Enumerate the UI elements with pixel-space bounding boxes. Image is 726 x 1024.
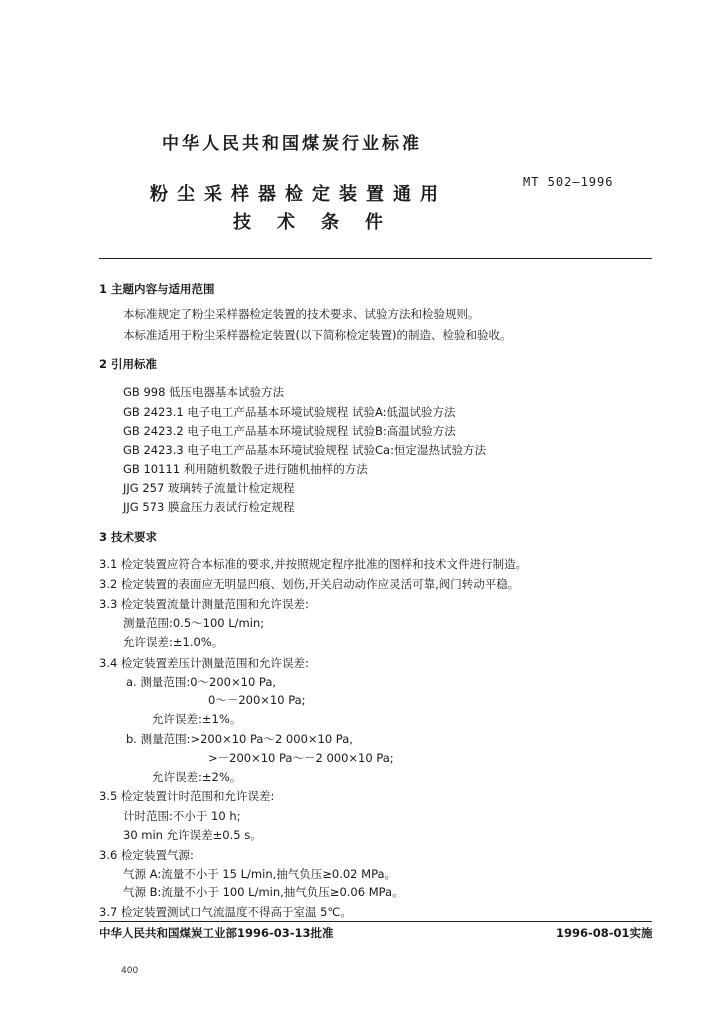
clause-3-3: 3.3 检定装置流量计测量范围和允许误差: (99, 597, 309, 611)
section-3-heading: 3 技术要求 (99, 530, 158, 544)
clause-3-4: 3.4 检定装置差压计测量范围和允许误差: (99, 656, 309, 670)
clause-3-5-range: 计时范围:不小于 10 h; (123, 809, 241, 823)
org-header: 中华人民共和国煤炭行业标准 (162, 134, 422, 154)
clause-3-4-a-range-neg: 0～－200×10 Pa; (208, 693, 306, 707)
ref-item: GB 10111 利用随机数骰子进行随机抽样的方法 (123, 462, 368, 476)
doc-title-line1: 粉尘采样器检定装置通用 (150, 184, 447, 205)
clause-3-4-b-range: b. 测量范围:>200×10 Pa～2 000×10 Pa, (126, 732, 353, 746)
clause-3-6: 3.6 检定装置气源: (99, 848, 194, 862)
approval-line: 中华人民共和国煤炭工业部1996-03-13批准 (99, 926, 334, 940)
doc-title-line2: 技术条件 (233, 212, 409, 233)
clause-3-5-error: 30 min 允许误差±0.5 s。 (123, 828, 262, 842)
clause-3-1: 3.1 检定装置应符合本标准的要求,并按照规定程序批准的图样和技术文件进行制造。 (99, 557, 528, 571)
clause-3-6-source-a: 气源 A:流量不小于 15 L/min,抽气负压≥0.02 MPa。 (123, 867, 397, 881)
page-number: 400 (121, 966, 139, 976)
clause-3-4-b-error: 允许误差:±2%。 (152, 770, 242, 784)
ref-item: JJG 573 膜盒压力表试行检定规程 (123, 500, 295, 514)
ref-item: GB 2423.3 电子电工产品基本环境试验规程 试验Ca:恒定湿热试验方法 (123, 443, 486, 457)
clause-3-7: 3.7 检定装置测试口气流温度不得高于室温 5℃。 (99, 905, 352, 919)
clause-3-5: 3.5 检定装置计时范围和允许误差: (99, 789, 275, 803)
ref-item: GB 2423.2 电子电工产品基本环境试验规程 试验B:高温试验方法 (123, 424, 456, 438)
section-1-para-2: 本标准适用于粉尘采样器检定装置(以下简称检定装置)的制造、检验和验收。 (123, 328, 512, 342)
implementation-date: 1996-08-01实施 (556, 926, 653, 940)
clause-3-2: 3.2 检定装置的表面应无明显凹痕、划伤,开关启动动作应灵活可靠,阀门转动平稳。 (99, 577, 520, 591)
section-2-heading: 2 引用标准 (99, 357, 158, 371)
ref-item: JJG 257 玻璃转子流量计检定规程 (123, 481, 295, 495)
ref-item: GB 998 低压电器基本试验方法 (123, 385, 285, 399)
standard-number: MT 502—1996 (523, 175, 614, 189)
clause-3-4-b-range-neg: >－200×10 Pa～－2 000×10 Pa; (208, 751, 394, 765)
clause-3-4-a-range: a. 测量范围:0～200×10 Pa, (126, 675, 277, 689)
section-1-heading: 1 主题内容与适用范围 (99, 282, 215, 296)
footer-rule (99, 921, 652, 922)
clause-3-4-a-error: 允许误差:±1%。 (152, 712, 242, 726)
clause-3-3-range: 测量范围:0.5～100 L/min; (123, 616, 265, 630)
clause-3-6-source-b: 气源 B:流量不小于 100 L/min,抽气负压≥0.06 MPa。 (123, 885, 404, 899)
clause-3-3-error: 允许误差:±1.0%。 (123, 635, 224, 649)
header-rule (99, 258, 652, 259)
ref-item: GB 2423.1 电子电工产品基本环境试验规程 试验A:低温试验方法 (123, 405, 456, 419)
section-1-para-1: 本标准规定了粉尘采样器检定装置的技术要求、试验方法和检验规则。 (123, 307, 480, 321)
